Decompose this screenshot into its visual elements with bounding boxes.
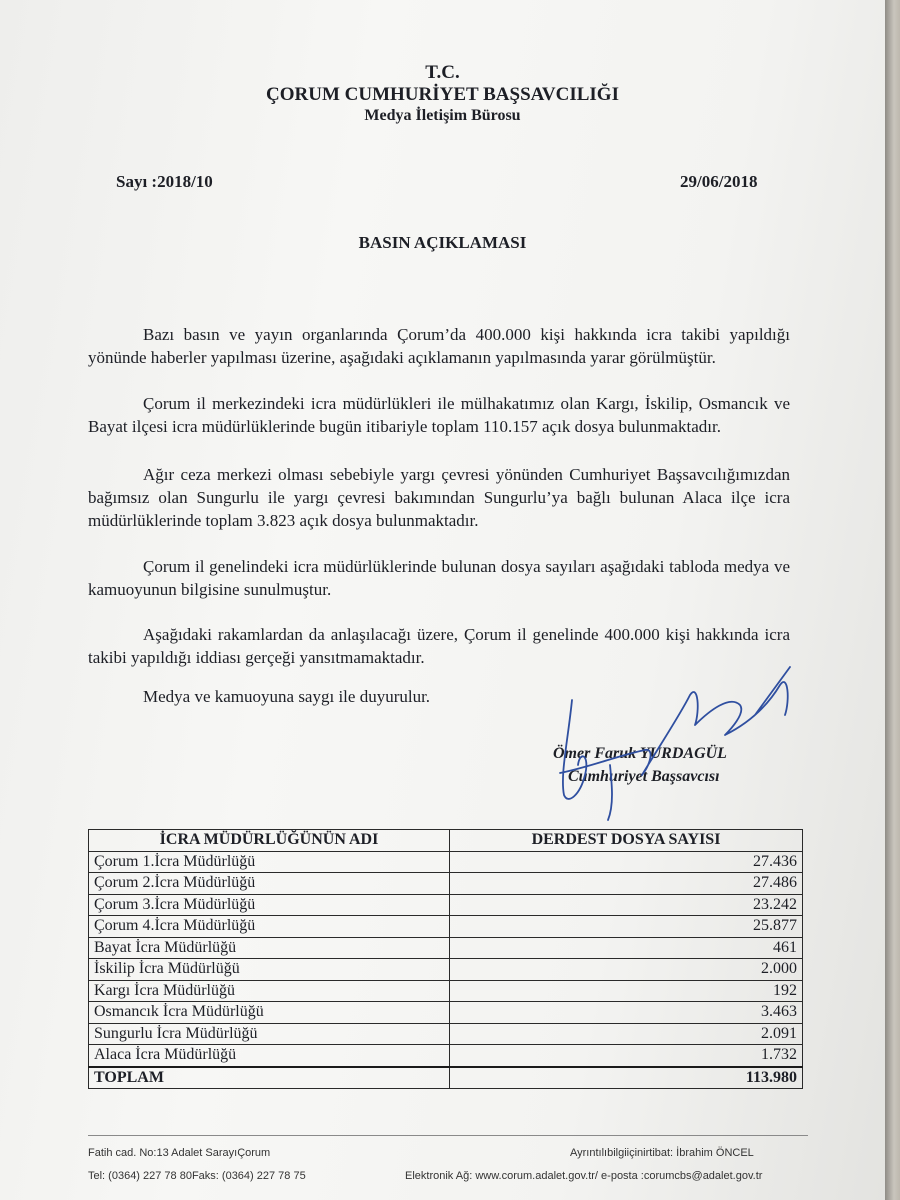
paragraph-5: Aşağıdaki rakamlardan da anlaşılacağı üzere, Çorum il genelinde 400.000 kişi hakkında icra takibi yapıldığı iddiası gerçeği yansıtmamaktadır. (88, 625, 790, 667)
table-row (89, 959, 803, 981)
office-name: İskilip İcra Müdürlüğü (89, 959, 450, 981)
header-institution: ÇORUM CUMHURİYET BAŞSAVCILIĞI (266, 84, 619, 105)
table-row (89, 851, 803, 873)
header-office: Medya İletişim Bürosu (364, 107, 521, 124)
footer-web: Elektronik Ağ: www.corum.adalet.gov.tr/ e-posta :corumcbs@adalet.gov.tr (405, 1170, 763, 1182)
table-row (89, 916, 803, 938)
table-row (89, 1045, 803, 1067)
table-row (89, 937, 803, 959)
file-count: 1.732 (450, 1045, 803, 1067)
file-count: 2.091 (450, 1023, 803, 1045)
office-name: Osmancık İcra Müdürlüğü (89, 1002, 450, 1024)
case-count-table (88, 829, 803, 1089)
office-name: Çorum 4.İcra Müdürlüğü (89, 916, 450, 938)
footer-phone: Tel: (0364) 227 78 80Faks: (0364) 227 78 75 (88, 1170, 306, 1182)
signatory-title: Cumhuriyet Başsavcısı (568, 768, 720, 785)
paragraph-1: Bazı basın ve yayın organlarında Çorum’da 400.000 kişi hakkında icra takibi yapıldığı yönünde haberler yapılması üzerine, aşağıdaki açıklamanın yapılmasında yarar görülmüştür. (88, 325, 790, 367)
table-row (89, 980, 803, 1002)
office-name: Çorum 1.İcra Müdürlüğü (89, 851, 450, 873)
document-number: Sayı :2018/10 (116, 172, 213, 191)
header-line-tc: T.C. (425, 62, 460, 83)
table-header-row (89, 830, 803, 852)
document-title: BASIN AÇIKLAMASI (358, 233, 527, 252)
footer-contact: Ayrıntılıbilgiiçinirtibat: İbrahim ÖNCEL (570, 1147, 754, 1159)
footer-address: Fatih cad. No:13 Adalet SarayıÇorum (88, 1147, 271, 1159)
signatory-name: Ömer Faruk YURDAGÜL (553, 745, 727, 762)
office-name: Kargı İcra Müdürlüğü (89, 980, 450, 1002)
file-count: 192 (450, 980, 803, 1002)
office-name: Alaca İcra Müdürlüğü (89, 1045, 450, 1067)
table-row (89, 894, 803, 916)
column-header-count: DERDEST DOSYA SAYISI (450, 830, 803, 852)
paragraph-4: Çorum il genelindeki icra müdürlüklerinde bulunan dosya sayıları aşağıdaki tabloda medya ve kamuoyunun bilgisine sunulmuştur. (88, 557, 790, 599)
office-name: Sungurlu İcra Müdürlüğü (89, 1023, 450, 1045)
total-count: 113.980 (450, 1067, 803, 1089)
background-surface (885, 0, 900, 1200)
total-label: TOPLAM (89, 1067, 450, 1089)
paragraph-2: Çorum il merkezindeki icra müdürlükleri ile mülhakatımız olan Kargı, İskilip, Osmancık ve Bayat ilçesi icra müdürlüklerinde bugün itibariyle toplam 110.157 açık dosya bulunmaktadır. (88, 394, 790, 436)
column-header-office: İCRA MÜDÜRLÜĞÜNÜN ADI (89, 830, 450, 852)
office-name: Çorum 3.İcra Müdürlüğü (89, 894, 450, 916)
office-name: Çorum 2.İcra Müdürlüğü (89, 873, 450, 895)
paragraph-3: Ağır ceza merkezi olması sebebiyle yargı çevresi yönünden Cumhuriyet Başsavcılığımızdan bağımsız olan Sungurlu ile yargı çevresi bakımından Sungurlu’ya bağlı bulunan Alaca ilçe icra müdürlüklerinde toplam 3.823 açık dosya bulunmaktadır. (88, 465, 790, 530)
file-count: 23.242 (450, 894, 803, 916)
file-count: 461 (450, 937, 803, 959)
file-count: 27.486 (450, 873, 803, 895)
handwritten-signature (550, 655, 810, 825)
office-name: Bayat İcra Müdürlüğü (89, 937, 450, 959)
table-row (89, 873, 803, 895)
file-count: 25.877 (450, 916, 803, 938)
file-count: 2.000 (450, 959, 803, 981)
document-date: 29/06/2018 (680, 172, 758, 191)
table-row (89, 1002, 803, 1024)
file-count: 27.436 (450, 851, 803, 873)
table-row (89, 1023, 803, 1045)
table-total-row (89, 1067, 803, 1089)
paragraph-6: Medya ve kamuoyuna saygı ile duyurulur. (143, 687, 431, 706)
footer-divider (88, 1135, 808, 1136)
file-count: 3.463 (450, 1002, 803, 1024)
